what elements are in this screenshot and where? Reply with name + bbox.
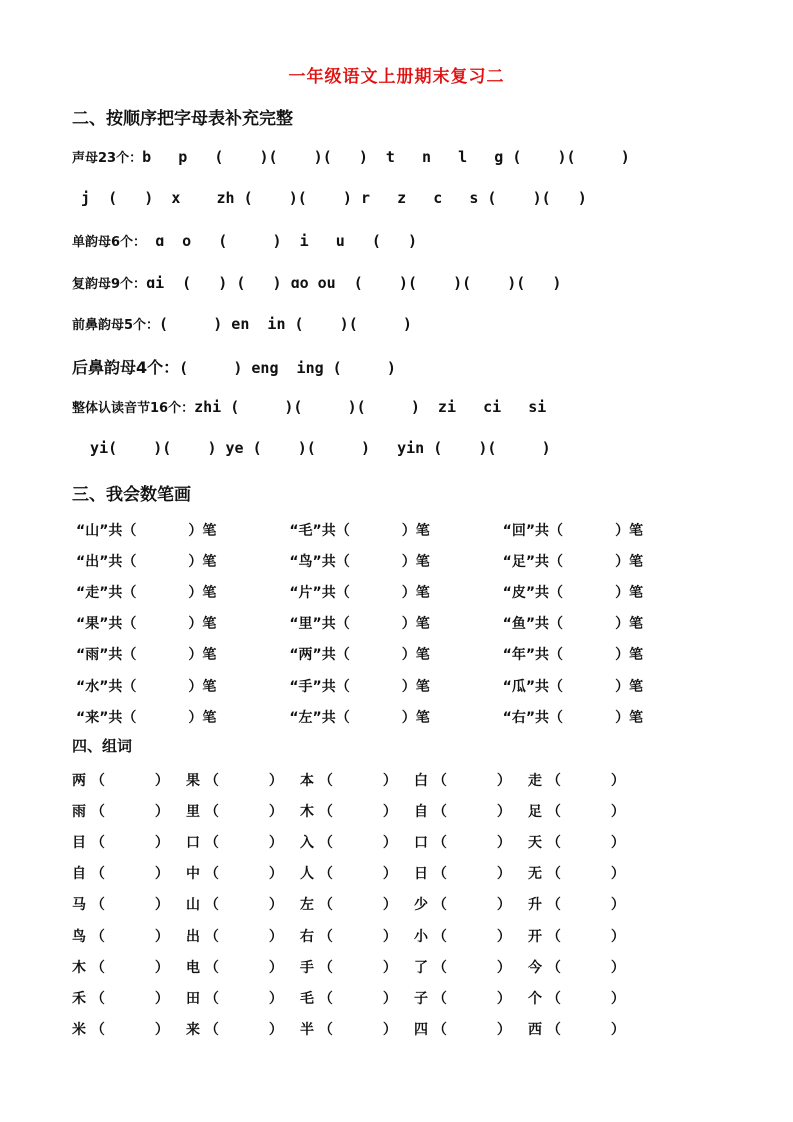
alphabet-line — [72, 231, 417, 250]
line-label: 声母23个： — [72, 151, 143, 166]
word-row — [72, 982, 642, 1013]
stroke-item: “手”共（ ）笔 — [289, 676, 502, 696]
word-answer-blank[interactable] — [105, 770, 155, 790]
word-answer-blank[interactable] — [105, 1019, 155, 1039]
stroke-item: “来”共（ ）笔 — [76, 707, 289, 727]
word-building-grid — [72, 764, 642, 1045]
word-answer-blank[interactable] — [447, 801, 497, 821]
stroke-count-grid — [76, 514, 716, 732]
word-answer-blank[interactable] — [447, 926, 497, 946]
word-answer-blank[interactable] — [447, 863, 497, 883]
word-row — [72, 795, 642, 826]
alphabet-line — [72, 273, 561, 292]
word-item: 今 （ ） — [528, 957, 642, 977]
word-row — [72, 764, 642, 795]
alphabet-line — [72, 314, 412, 333]
alphabet-line — [72, 439, 551, 457]
word-answer-blank[interactable] — [219, 926, 269, 946]
word-item: 雨 （ ） — [72, 801, 186, 821]
stroke-answer-blank[interactable] — [563, 520, 615, 540]
word-answer-blank[interactable] — [105, 863, 155, 883]
word-row — [72, 920, 642, 951]
word-item: 口 （ ） — [186, 832, 300, 852]
word-answer-blank[interactable] — [105, 988, 155, 1008]
word-item: 升 （ ） — [528, 894, 642, 914]
stroke-answer-blank[interactable] — [563, 707, 615, 727]
line-label: 整体认读音节16个： — [72, 401, 195, 416]
stroke-answer-blank[interactable] — [136, 520, 188, 540]
stroke-item: “雨”共（ ）笔 — [76, 644, 289, 664]
stroke-row — [76, 608, 716, 639]
word-item: 山 （ ） — [186, 894, 300, 914]
word-answer-blank[interactable] — [561, 863, 611, 883]
line-label: 单韵母6个： — [72, 235, 147, 250]
stroke-item: “出”共（ ）笔 — [76, 551, 289, 571]
stroke-row — [76, 639, 716, 670]
section-2-heading: 二、按顺序把字母表补充完整 — [72, 109, 293, 129]
alphabet-line — [72, 147, 630, 166]
stroke-answer-blank[interactable] — [350, 582, 402, 602]
word-item: 手 （ ） — [300, 957, 414, 977]
word-item: 口 （ ） — [414, 832, 528, 852]
word-item: 木 （ ） — [72, 957, 186, 977]
line-label: 前鼻韵母5个： — [72, 318, 160, 333]
word-item: 左 （ ） — [300, 894, 414, 914]
word-item: 半 （ ） — [300, 1019, 414, 1039]
word-answer-blank[interactable] — [333, 894, 383, 914]
stroke-answer-blank[interactable] — [350, 613, 402, 633]
line-content[interactable]: ɑi ( ) ( ) ɑo ou ( )( )( )( ) — [146, 274, 562, 292]
stroke-item: “足”共（ ）笔 — [503, 551, 716, 571]
stroke-row — [76, 670, 716, 701]
word-row — [72, 1014, 642, 1045]
word-answer-blank[interactable] — [561, 770, 611, 790]
word-answer-blank[interactable] — [105, 832, 155, 852]
stroke-answer-blank[interactable] — [563, 676, 615, 696]
word-item: 果 （ ） — [186, 770, 300, 790]
line-content[interactable]: b p ( )( )( ) t n l g ( )( ) — [142, 148, 630, 166]
alphabet-line — [72, 189, 587, 207]
word-answer-blank[interactable] — [561, 926, 611, 946]
word-item: 木 （ ） — [300, 801, 414, 821]
word-answer-blank[interactable] — [219, 1019, 269, 1039]
stroke-answer-blank[interactable] — [136, 676, 188, 696]
stroke-answer-blank[interactable] — [563, 582, 615, 602]
word-answer-blank[interactable] — [561, 957, 611, 977]
word-row — [72, 858, 642, 889]
word-item: 日 （ ） — [414, 863, 528, 883]
word-item: 天 （ ） — [528, 832, 642, 852]
word-answer-blank[interactable] — [447, 957, 497, 977]
stroke-answer-blank[interactable] — [136, 613, 188, 633]
word-answer-blank[interactable] — [447, 1019, 497, 1039]
line-content[interactable]: ɑ o ( ) i u ( ) — [146, 232, 417, 250]
word-answer-blank[interactable] — [333, 801, 383, 821]
stroke-answer-blank[interactable] — [563, 644, 615, 664]
word-item: 自 （ ） — [72, 863, 186, 883]
stroke-item: “走”共（ ）笔 — [76, 582, 289, 602]
word-item: 目 （ ） — [72, 832, 186, 852]
word-answer-blank[interactable] — [561, 832, 611, 852]
word-answer-blank[interactable] — [105, 957, 155, 977]
stroke-row — [76, 514, 716, 545]
word-answer-blank[interactable] — [561, 801, 611, 821]
alphabet-line — [72, 355, 396, 378]
word-item: 子 （ ） — [414, 988, 528, 1008]
word-item: 马 （ ） — [72, 894, 186, 914]
word-answer-blank[interactable] — [447, 894, 497, 914]
stroke-answer-blank[interactable] — [350, 707, 402, 727]
stroke-row — [76, 701, 716, 732]
word-item: 足 （ ） — [528, 801, 642, 821]
stroke-answer-blank[interactable] — [563, 613, 615, 633]
word-row — [72, 826, 642, 857]
line-content[interactable]: ( ) eng ing ( ) — [179, 359, 396, 377]
word-item: 出 （ ） — [186, 926, 300, 946]
word-item: 小 （ ） — [414, 926, 528, 946]
word-item: 少 （ ） — [414, 894, 528, 914]
stroke-item: “皮”共（ ）笔 — [503, 582, 716, 602]
stroke-item: “水”共（ ）笔 — [76, 676, 289, 696]
line-content[interactable]: j ( ) x zh ( )( ) r z c s ( )( ) — [72, 189, 587, 207]
line-content[interactable]: yi( )( ) ye ( )( ) yin ( )( ) — [72, 439, 551, 457]
word-answer-blank[interactable] — [333, 957, 383, 977]
stroke-item: “瓜”共（ ）笔 — [503, 676, 716, 696]
word-item: 走 （ ） — [528, 770, 642, 790]
stroke-item: “片”共（ ）笔 — [289, 582, 502, 602]
line-content[interactable]: ( ) en in ( )( ) — [159, 315, 412, 333]
word-item: 西 （ ） — [528, 1019, 642, 1039]
stroke-answer-blank[interactable] — [350, 551, 402, 571]
word-answer-blank[interactable] — [447, 770, 497, 790]
page-title: 一年级语文上册期末复习二 — [288, 67, 505, 87]
word-answer-blank[interactable] — [333, 988, 383, 1008]
word-item: 人 （ ） — [300, 863, 414, 883]
word-answer-blank[interactable] — [333, 770, 383, 790]
word-item: 四 （ ） — [414, 1019, 528, 1039]
word-answer-blank[interactable] — [219, 832, 269, 852]
stroke-item: “右”共（ ）笔 — [503, 707, 716, 727]
stroke-item: “回”共（ ）笔 — [503, 520, 716, 540]
word-item: 田 （ ） — [186, 988, 300, 1008]
word-answer-blank[interactable] — [219, 863, 269, 883]
stroke-item: “毛”共（ ）笔 — [289, 520, 502, 540]
word-item: 来 （ ） — [186, 1019, 300, 1039]
alphabet-line — [72, 397, 546, 416]
word-answer-blank[interactable] — [333, 926, 383, 946]
word-answer-blank[interactable] — [219, 801, 269, 821]
word-answer-blank[interactable] — [561, 894, 611, 914]
stroke-item: “左”共（ ）笔 — [289, 707, 502, 727]
stroke-item: “年”共（ ）笔 — [503, 644, 716, 664]
word-answer-blank[interactable] — [561, 988, 611, 1008]
word-row — [72, 951, 642, 982]
word-item: 白 （ ） — [414, 770, 528, 790]
stroke-row — [76, 576, 716, 607]
line-label: 复韵母9个： — [72, 277, 147, 292]
word-item: 本 （ ） — [300, 770, 414, 790]
stroke-item: “里”共（ ）笔 — [289, 613, 502, 633]
word-answer-blank[interactable] — [219, 894, 269, 914]
stroke-item: “鸟”共（ ）笔 — [289, 551, 502, 571]
stroke-item: “果”共（ ）笔 — [76, 613, 289, 633]
word-answer-blank[interactable] — [105, 801, 155, 821]
word-item: 开 （ ） — [528, 926, 642, 946]
line-label: 后鼻韵母4个： — [72, 358, 180, 377]
stroke-answer-blank[interactable] — [136, 551, 188, 571]
stroke-answer-blank[interactable] — [563, 551, 615, 571]
word-answer-blank[interactable] — [333, 1019, 383, 1039]
word-item: 米 （ ） — [72, 1019, 186, 1039]
stroke-item: “两”共（ ）笔 — [289, 644, 502, 664]
word-answer-blank[interactable] — [105, 926, 155, 946]
word-item: 了 （ ） — [414, 957, 528, 977]
word-row — [72, 889, 642, 920]
word-item: 毛 （ ） — [300, 988, 414, 1008]
stroke-answer-blank[interactable] — [136, 707, 188, 727]
stroke-answer-blank[interactable] — [136, 582, 188, 602]
stroke-item: “鱼”共（ ）笔 — [503, 613, 716, 633]
word-item: 无 （ ） — [528, 863, 642, 883]
word-item: 自 （ ） — [414, 801, 528, 821]
word-answer-blank[interactable] — [105, 894, 155, 914]
word-item: 右 （ ） — [300, 926, 414, 946]
word-answer-blank[interactable] — [219, 988, 269, 1008]
stroke-answer-blank[interactable] — [350, 520, 402, 540]
stroke-answer-blank[interactable] — [350, 676, 402, 696]
word-item: 鸟 （ ） — [72, 926, 186, 946]
line-content[interactable]: zhi ( )( )( ) zi ci si — [194, 398, 547, 416]
word-answer-blank[interactable] — [561, 1019, 611, 1039]
word-item: 电 （ ） — [186, 957, 300, 977]
stroke-item: “山”共（ ）笔 — [76, 520, 289, 540]
word-item: 里 （ ） — [186, 801, 300, 821]
stroke-answer-blank[interactable] — [350, 644, 402, 664]
stroke-row — [76, 545, 716, 576]
word-item: 两 （ ） — [72, 770, 186, 790]
word-item: 个 （ ） — [528, 988, 642, 1008]
word-answer-blank[interactable] — [219, 770, 269, 790]
word-item: 禾 （ ） — [72, 988, 186, 1008]
word-item: 中 （ ） — [186, 863, 300, 883]
stroke-answer-blank[interactable] — [136, 644, 188, 664]
section-4-heading: 四、组词 — [72, 737, 133, 755]
word-answer-blank[interactable] — [447, 988, 497, 1008]
word-answer-blank[interactable] — [447, 832, 497, 852]
word-item: 入 （ ） — [300, 832, 414, 852]
word-answer-blank[interactable] — [333, 832, 383, 852]
word-answer-blank[interactable] — [333, 863, 383, 883]
section-3-heading: 三、我会数笔画 — [72, 485, 191, 505]
word-answer-blank[interactable] — [219, 957, 269, 977]
